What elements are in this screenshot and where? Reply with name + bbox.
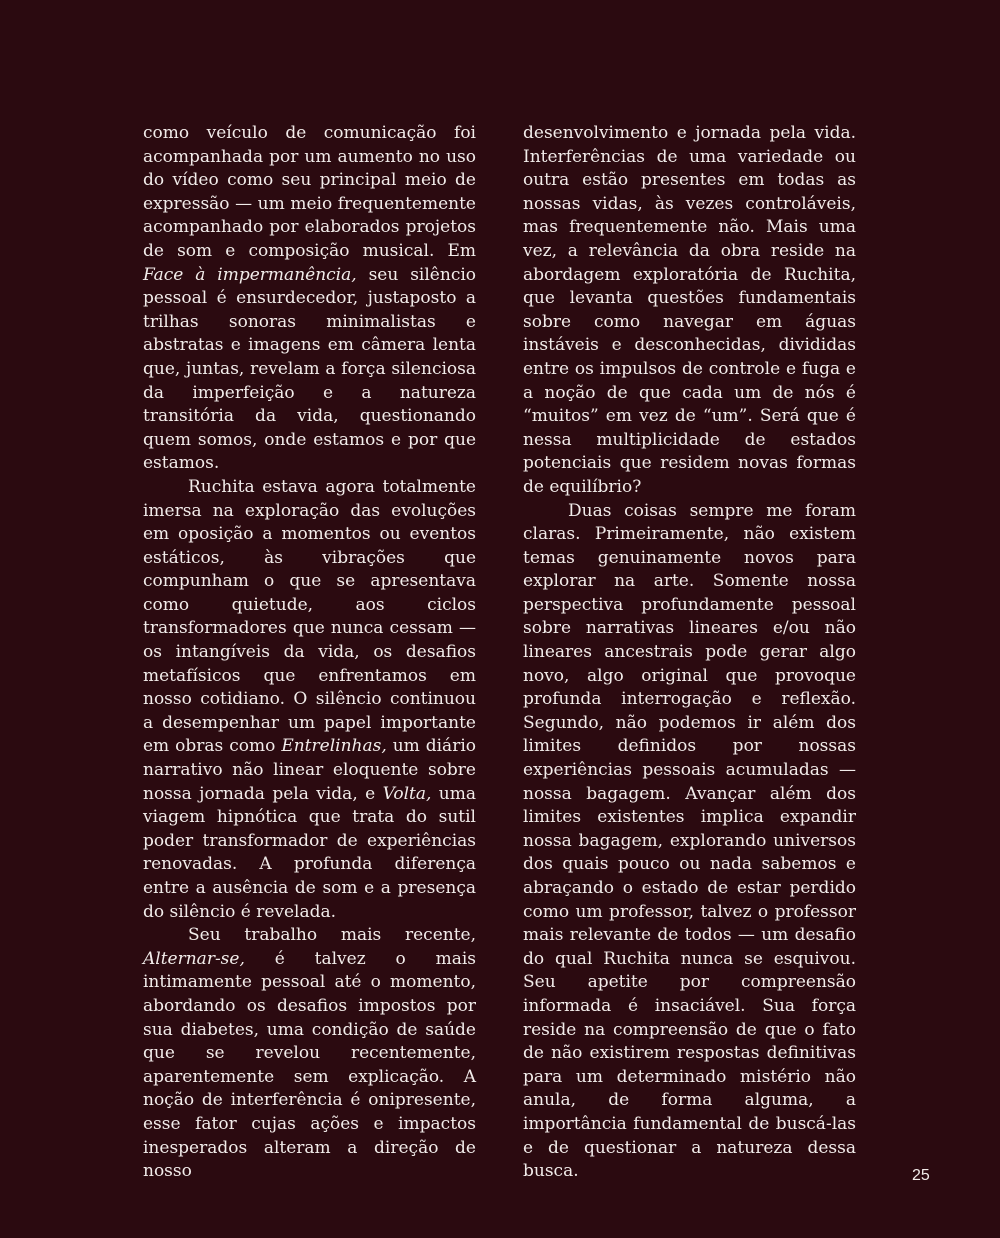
page-number: 25 [912,1167,930,1184]
paragraph: desenvolvimento e jornada pela vida. Interferências de uma variedade ou outra estão presentes em todas as nossas vidas, às vezes controláveis, mas frequentemente não. Mais uma vez, a relevância da obra reside na abordagem exploratória de Ruchita, que levanta questões fundamentais sobre como navegar em águas instáveis e desconhecidas, divididas entre os impulsos de controle e fuga e a noção de que cada um de nós é “muitos” em vez de “um”. Será que é nessa multiplicidade de estados potenciais que residem novas formas de equilíbrio? [523,123,856,497]
work-title: Face à impermanência, [143,264,357,285]
text-run: seu silêncio pessoal é ensurdecedor, justaposto a trilhas sonoras minimalistas e abstratas e imagens em câmera lenta que, juntas, revelam a força silenciosa da imperfeição e a natureza transitória da vida, questionando quem somos, onde estamos e por que estamos. [143,264,477,474]
work-title: Volta, [382,783,432,804]
text-run: um diário narrativo não linear eloquente sobre nossa jornada pela vida, e [143,736,476,804]
work-title: Alternar-se, [143,948,245,969]
paragraph [143,924,476,1184]
right-text-column [523,122,856,1184]
text-run: uma viagem hipnótica que trata do sutil poder transformador de experiências renovadas. A profunda diferença entre a ausência de som e a presença do silêncio é revelada. [143,783,477,922]
text-run: Ruchita estava agora totalmente imersa na exploração das evoluções em oposição a momentos ou eventos estáticos, às vibrações que compunham o que se apresentava como quietude, aos ciclos transformadores que nunca cessam — os intangíveis da vida, os desafios metafísicos que enfrentamos em nosso cotidiano. O silêncio continuou a desempenhar um papel importante em obras como [143,476,476,757]
paragraph [143,122,476,476]
text-run: Seu trabalho mais recente, [188,925,476,946]
paragraph: Duas coisas sempre me foram claras. Primeiramente, não existem temas genuinamente novos para explorar na arte. Somente nossa perspectiva profundamente pessoal sobre narrativas lineares e/ou não lineares ancestrais pode gerar algo novo, algo original que provoque profunda interrogação e reflexão. Segundo, não podemos ir além dos limites definidos por nossas experiências pessoais acumuladas — nossa bagagem. Avançar além dos limites existentes implica expandir nossa bagagem, explorando universos dos quais pouco ou nada sabemos e abraçando o estado de estar perdido como um professor, talvez o professor mais relevante de todos — um desafio do qual Ruchita nunca se esquivou. Seu apetite por compreensão informada é insaciável. Sua força reside na compreensão de que o fato de não existirem respostas definitivas para um determinado mistério não anula, de forma alguma, a importância fundamental de buscá-las e de questionar a natureza dessa busca. [523,500,856,1182]
work-title: Entrelinhas, [281,736,387,757]
paragraph [143,476,476,924]
text-run: é talvez o mais intimamente pessoal até o momento, abordando os desafios impostos por sua diabetes, uma condição de saúde que se revelou recentemente, aparentemente sem explicação. A noção de interferência é onipresente, esse fator cujas ações e impactos inesperados alteram a direção de nosso [143,948,476,1182]
left-text-column [143,122,476,1184]
text-run: como veículo de comunicação foi acompanhada por um aumento no uso do vídeo como seu principal meio de expressão — um meio frequentemente acompanhado por elaborados projetos de som e composição musical. Em [143,123,476,261]
